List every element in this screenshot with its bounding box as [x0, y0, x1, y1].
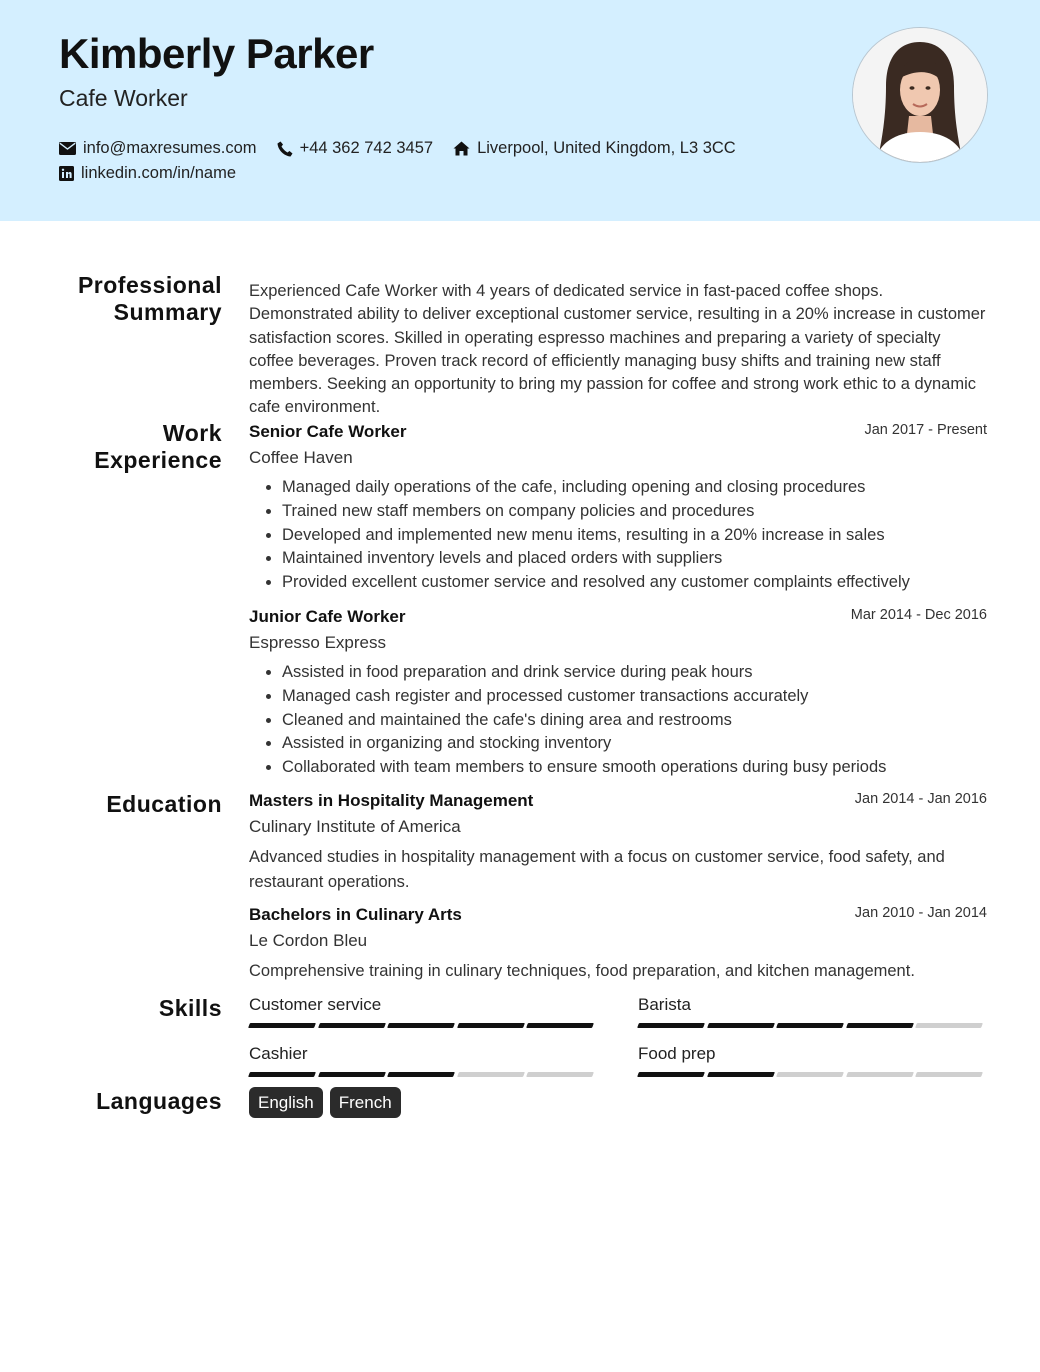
list-item: • Assisted in organizing and stocking inventory — [282, 732, 987, 756]
list-item: • Collaborated with team members to ensure smooth operations during busy periods — [282, 756, 987, 780]
contact-row — [59, 164, 256, 183]
skill-name: Customer service — [249, 995, 382, 1014]
summary-content — [249, 280, 987, 420]
skill-segment-filled — [637, 1072, 704, 1077]
job-title: Senior Cafe Worker — [249, 422, 407, 441]
profile-photo — [852, 27, 988, 163]
skill-item — [249, 995, 597, 1028]
skill-item — [638, 1044, 986, 1077]
degree-title: Bachelors in Culinary Arts — [249, 905, 462, 924]
education-description: Advanced studies in hospitality management with a focus on customer service, food safety, and restaurant operations. — [249, 848, 945, 891]
skill-segment-empty — [457, 1072, 524, 1077]
education-entry — [249, 791, 987, 894]
education-dates: Jan 2014 - Jan 2016 — [854, 791, 987, 807]
skill-name: Food prep — [638, 1044, 716, 1063]
list-item: • Maintained inventory levels and placed orders with suppliers — [282, 547, 987, 571]
work-title-line2: Experience — [94, 447, 222, 473]
list-item: • Managed daily operations of the cafe, including opening and closing procedures — [282, 476, 987, 500]
section-title: Education — [106, 791, 222, 817]
degree-title: Masters in Hospitality Management — [249, 791, 534, 810]
section-title: Languages — [96, 1088, 222, 1114]
skill-segment-filled — [318, 1023, 385, 1028]
job-dates: Jan 2017 - Present — [864, 422, 987, 438]
email-text: info@maxresumes.com — [83, 139, 257, 157]
section-title: Skills — [158, 995, 222, 1021]
skill-segment-filled — [846, 1023, 913, 1028]
skill-segment-filled — [707, 1072, 774, 1077]
job-bullets — [249, 661, 987, 780]
skill-segment-empty — [915, 1072, 982, 1077]
skill-segment-filled — [387, 1072, 454, 1077]
skill-segment-filled — [637, 1023, 704, 1028]
language-tags — [249, 1087, 987, 1118]
skill-segment-filled — [387, 1023, 454, 1028]
list-item: • Cleaned and maintained the cafe's dining area and restrooms — [282, 709, 987, 733]
job-entry — [249, 422, 987, 595]
list-item: • Trained new staff members on company policies and procedures — [282, 500, 987, 524]
job-entry — [249, 607, 987, 780]
skill-segment-empty — [526, 1072, 593, 1077]
skill-segment-filled — [526, 1023, 593, 1028]
list-item: • Provided excellent customer service and resolved any customer complaints effectively — [282, 571, 987, 595]
summary-title-line1: Professional — [77, 272, 222, 298]
school-name: Le Cordon Bleu — [249, 931, 368, 950]
education-entry — [249, 905, 987, 984]
list-item: • Assisted in food preparation and drink service during peak hours — [282, 661, 987, 685]
location-text: Liverpool, United Kingdom, L3 3CC — [477, 139, 736, 157]
skill-segment-filled — [248, 1072, 315, 1077]
phone-text: +44 362 742 3457 — [299, 139, 434, 157]
resume-header — [0, 0, 1040, 221]
section-title — [94, 420, 222, 474]
job-bullets — [249, 476, 987, 595]
education-description: Comprehensive training in culinary techniques, food preparation, and kitchen management. — [249, 962, 915, 980]
skill-segment-empty — [776, 1072, 843, 1077]
skill-segment-filled — [457, 1023, 524, 1028]
section-title — [78, 272, 222, 326]
list-item: • Managed cash register and processed customer transactions accurately — [282, 685, 987, 709]
work-title-line1: Work — [162, 420, 222, 446]
contact-linkedin[interactable] — [59, 164, 236, 183]
skill-name: Cashier — [249, 1044, 308, 1063]
languages-content — [249, 1087, 987, 1118]
linkedin-icon — [59, 166, 74, 181]
skill-item — [249, 1044, 597, 1077]
contact-location — [453, 139, 736, 158]
skill-level-bar — [249, 1023, 597, 1028]
portrait-icon — [853, 28, 987, 162]
skill-segment-filled — [776, 1023, 843, 1028]
skill-segment-empty — [915, 1023, 982, 1028]
linkedin-text: linkedin.com/in/name — [81, 164, 236, 182]
skill-segment-filled — [318, 1072, 385, 1077]
phone-icon — [277, 141, 293, 157]
contact-row — [59, 139, 756, 158]
language-tag: French — [330, 1087, 401, 1118]
language-tag: English — [249, 1087, 323, 1118]
job-company: Coffee Haven — [249, 448, 353, 467]
school-name: Culinary Institute of America — [249, 817, 461, 836]
contact-phone[interactable] — [277, 139, 434, 158]
skill-name: Barista — [638, 995, 691, 1014]
skill-segment-empty — [846, 1072, 913, 1077]
skill-level-bar — [638, 1072, 986, 1077]
education-dates: Jan 2010 - Jan 2014 — [854, 905, 987, 921]
envelope-icon — [59, 142, 76, 155]
list-item: • Developed and implemented new menu items, resulting in a 20% increase in sales — [282, 524, 987, 548]
skill-segment-filled — [707, 1023, 774, 1028]
home-icon — [453, 141, 470, 156]
skill-segment-filled — [248, 1023, 315, 1028]
skill-level-bar — [249, 1072, 597, 1077]
job-company: Espresso Express — [249, 633, 386, 652]
contact-email[interactable] — [59, 139, 257, 158]
skill-item — [638, 995, 986, 1028]
job-title: Junior Cafe Worker — [249, 607, 406, 626]
skill-level-bar — [638, 1023, 986, 1028]
summary-text: Experienced Cafe Worker with 4 years of dedicated service in fast-paced coffee shops. Demonstrated ability to deliver exceptional customer service, resulting in a 20% increase in customer satisfaction scores. Skilled in operating espresso machines and preparing a variety of specialty coffee beverages. Proven track record of efficiently managing busy shifts and training new staff members. Seeking an opportunity to bring my passion for coffee and strong work ethic to a dynamic cafe environment. — [249, 282, 986, 417]
job-dates: Mar 2014 - Dec 2016 — [850, 607, 987, 623]
summary-title-line2: Summary — [113, 299, 222, 325]
candidate-name: Kimberly Parker — [59, 30, 374, 77]
job-title: Cafe Worker — [59, 85, 188, 111]
